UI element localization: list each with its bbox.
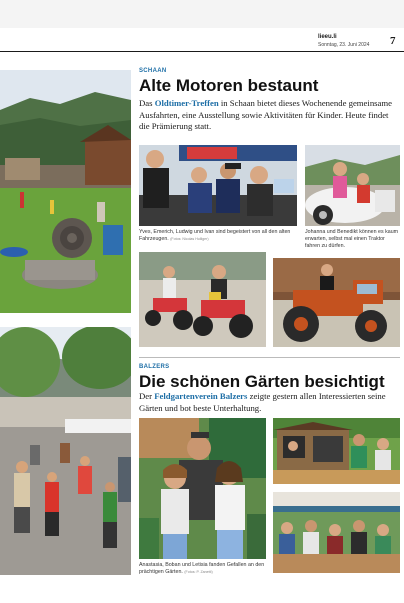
photo-family-garden [139,418,266,559]
page-top-band [0,0,404,28]
photo-garden-house [273,418,400,484]
page-number: 7 [390,35,396,47]
article1-lead-pre: Das [139,98,155,108]
photo-oldtimer-group [139,145,297,226]
header-rule [0,51,404,52]
article1-caption-left-credit: (Fotos: Nicolas Hulliger) [170,237,209,242]
article1-lead-post: in Schaan bietet dieses Wochenende gemeinsame Ausfahrten, eine Ausstellung sowie Aktivitäten für Kinder. Heute findet die Prämierung statt. [139,98,393,131]
article2-lead [139,391,397,414]
article1-caption-left [139,229,299,243]
date-line: Sonntag, 23. Juni 2024 [318,42,370,48]
article1-lead [139,98,397,133]
article-separator [139,357,400,358]
photo-snail-sculpture [0,70,131,313]
article2-lead-highlight: Feldgartenverein Balzers [154,391,248,401]
article2-lead-post: zeigte gestern allen Interessierten seine Gärten und bot beste Unterhaltung. [139,391,386,413]
article1-caption-right: Johanna und Benedikt können es kaum erwarten, selbst mal einen Traktor fahren zu dürfen. [305,229,399,250]
photo-garden-crowd [273,492,400,573]
article1-lead-highlight: Oldtimer-Treffen [154,98,219,108]
article2-caption-text: Anastasia, Boban und Letisia fanden Gefallen an den prächtigen Gärten. [139,562,265,576]
photo-orange-tractor [273,258,400,347]
article1-headline: Alte Motoren bestaunt [139,76,319,95]
photo-children-oldtimer [305,145,400,226]
article2-headline: Die schönen Gärten besichtigt [139,372,385,391]
article1-kicker: SCHAAN [139,68,167,74]
article2-lead-pre: Der [139,391,155,401]
article2-caption [139,562,267,576]
article2-caption-credit: (Fotos: P. Zanetti) [184,570,213,575]
brand-label: lieeu.li [318,34,337,40]
photo-pedal-tractors [139,252,266,347]
article1-caption-left-text: Yves, Emerich, Ludwig und Ivan sind begeistert von all den alten Fahrzeugen. [139,229,291,243]
photo-street-festival [0,327,131,575]
article2-kicker: BALZERS [139,364,170,370]
